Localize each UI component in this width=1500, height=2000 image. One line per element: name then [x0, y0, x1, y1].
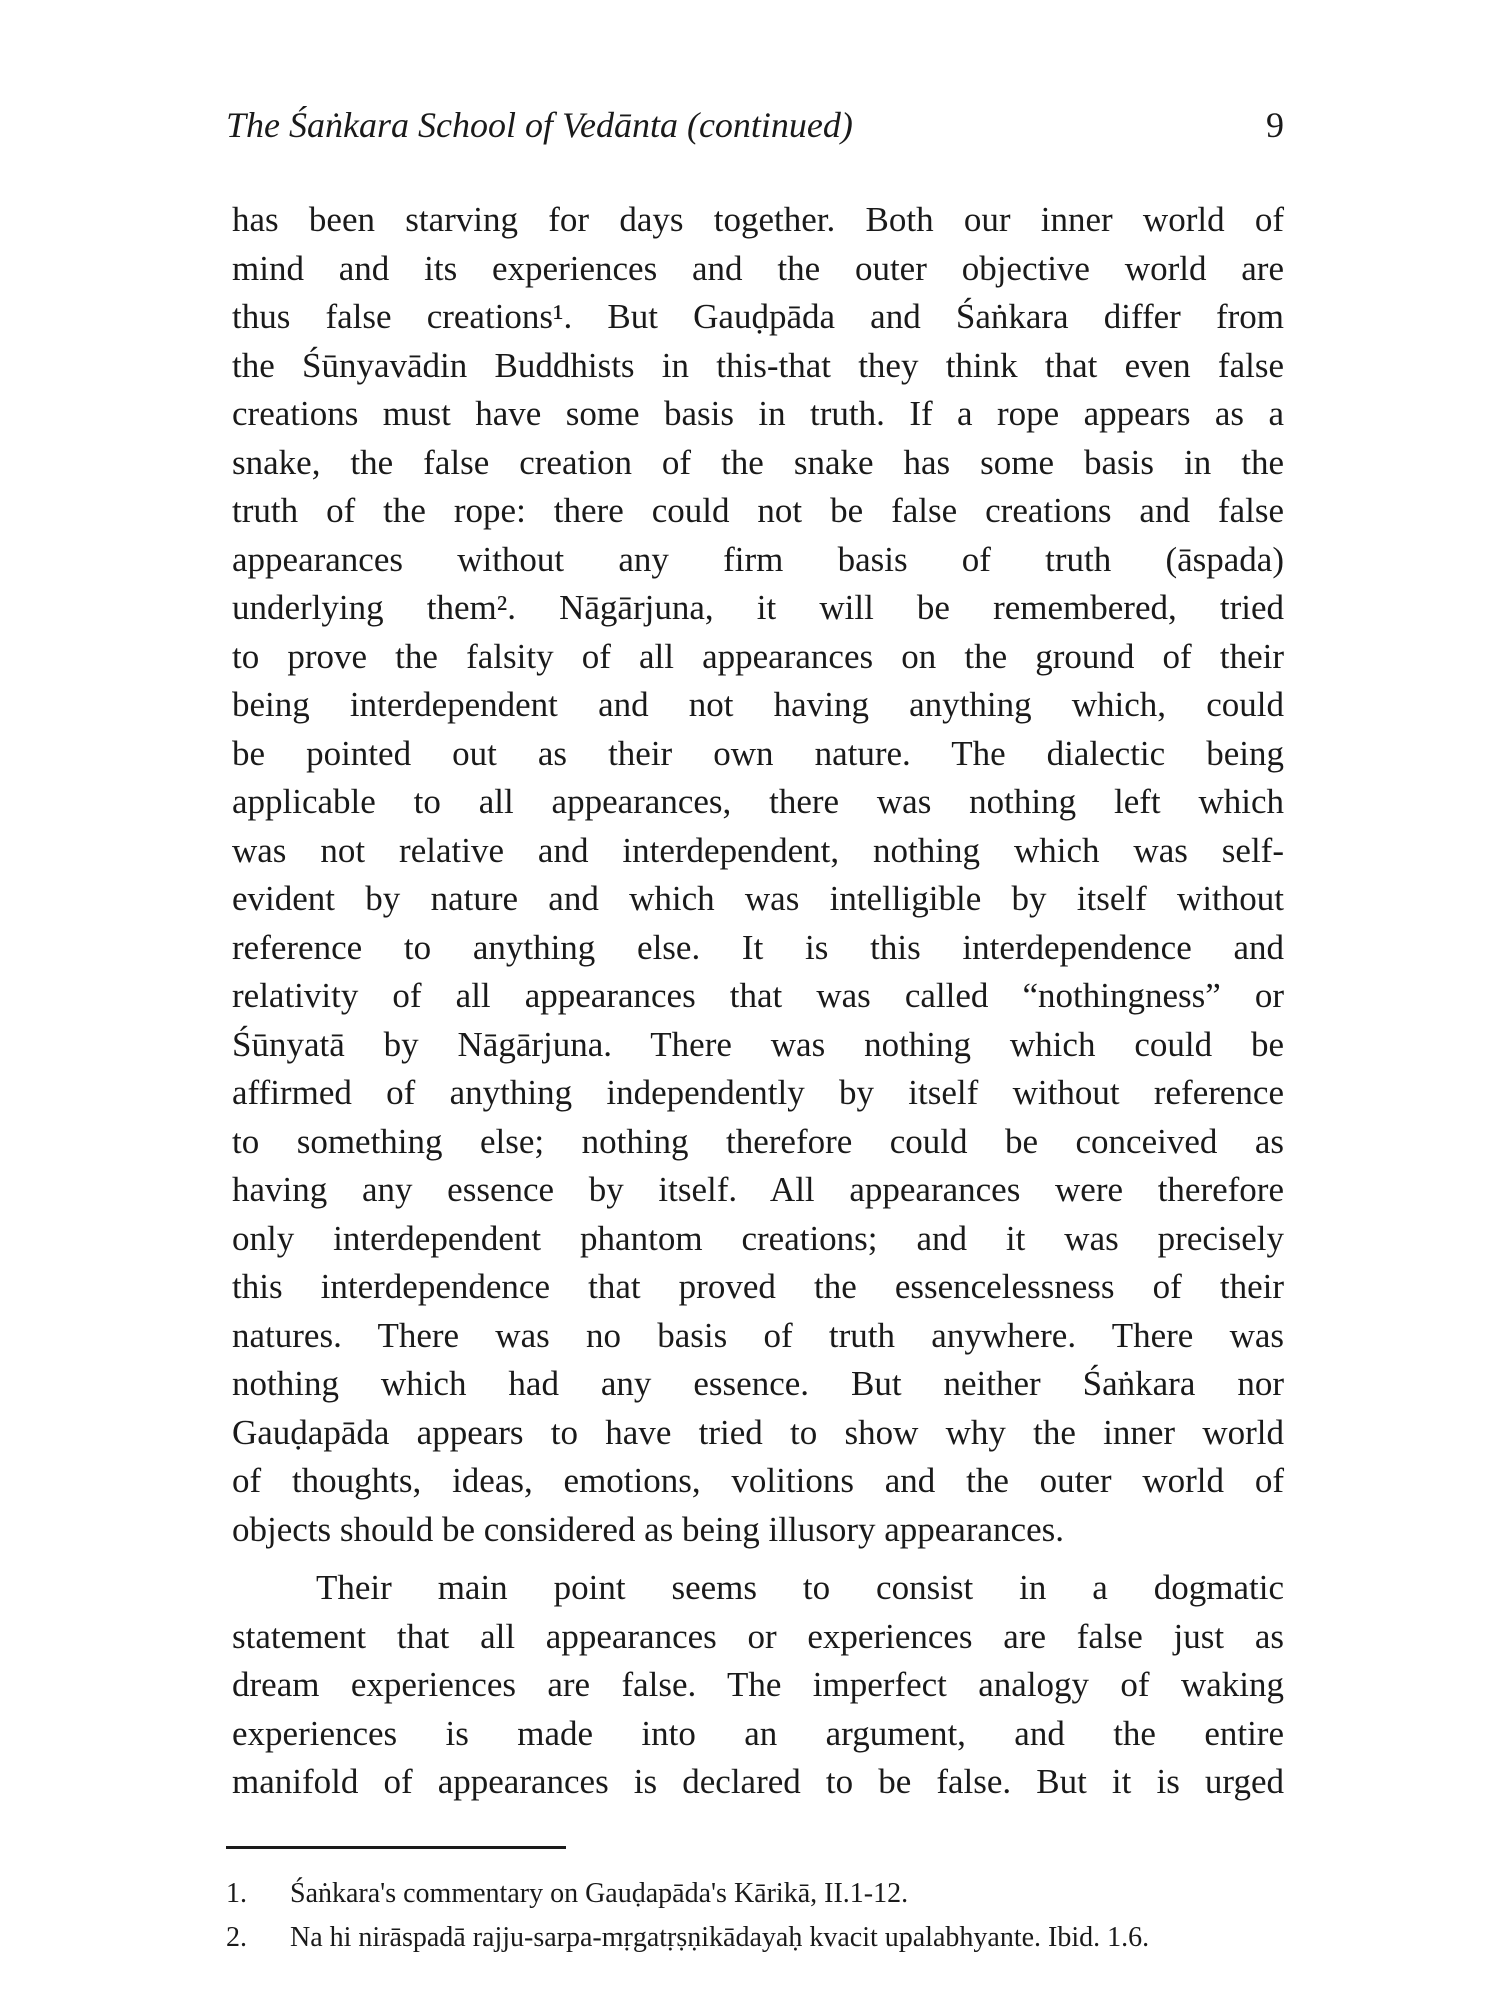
footnote-text: Na hi nirāspadā rajju-sarpa-mṛgatṛṣṇikādayaḥ kvacit upalabhyante. Ibid. 1.6.	[290, 1922, 1150, 1953]
text-line: underlying them². Nāgārjuna, it will be remembered, tried	[232, 588, 1284, 627]
text-line: to prove the falsity of all appearances on the ground of their	[232, 636, 1284, 676]
text-line: this interdependence that proved the essencelessness of their	[232, 1267, 1284, 1306]
body-text	[232, 196, 1284, 1807]
text-line: has been starving for days together. Both our inner world of	[232, 200, 1284, 239]
page-header	[226, 100, 1284, 150]
footnote	[226, 1916, 1284, 1960]
footnote-text: Śaṅkara's commentary on Gauḍapāda's Kārikā, II.1-12.	[290, 1878, 909, 1909]
text-line: appearances without any firm basis of truth (āspada)	[232, 539, 1284, 579]
footnote	[226, 1872, 1284, 1916]
text-line: Gauḍapāda appears to have tried to show why the inner world	[232, 1412, 1284, 1452]
footnote-divider	[226, 1846, 566, 1849]
text-line: evident by nature and which was intelligible by itself without	[232, 879, 1284, 918]
text-line: only interdependent phantom creations; and it was precisely	[232, 1218, 1284, 1258]
footnote-number: 2.	[226, 1922, 247, 1953]
text-line: nothing which had any essence. But neither Śaṅkara nor	[232, 1364, 1284, 1403]
footnotes	[226, 1872, 1284, 1960]
page-number: 9	[1266, 105, 1284, 145]
text-line: of thoughts, ideas, emotions, volitions and the outer world of	[232, 1461, 1284, 1500]
text-line: being interdependent and not having anything which, could	[232, 685, 1284, 724]
text-line: objects should be considered as being illusory appearances.	[232, 1509, 1064, 1549]
text-line: dream experiences are false. The imperfect analogy of waking	[232, 1665, 1284, 1704]
text-line: Śūnyatā by Nāgārjuna. There was nothing which could be	[232, 1024, 1284, 1064]
text-line: relativity of all appearances that was called “nothingness” or	[232, 976, 1284, 1015]
text-line: manifold of appearances is declared to be false. But it is urged	[232, 1762, 1284, 1801]
text-line: thus false creations¹. But Gauḍpāda and Śaṅkara differ from	[232, 297, 1284, 336]
text-line: natures. There was no basis of truth anywhere. There was	[232, 1315, 1284, 1355]
text-line: creations must have some basis in truth. If a rope appears as a	[232, 394, 1284, 433]
text-line: reference to anything else. It is this interdependence and	[232, 927, 1284, 967]
text-line: snake, the false creation of the snake has some basis in the	[232, 442, 1284, 482]
text-line: applicable to all appearances, there was nothing left which	[232, 782, 1284, 821]
footnote-number: 1.	[226, 1878, 247, 1909]
text-line: affirmed of anything independently by itself without reference	[232, 1073, 1284, 1112]
text-line: be pointed out as their own nature. The dialectic being	[232, 733, 1284, 773]
text-line: having any essence by itself. All appearances were therefore	[232, 1170, 1284, 1209]
text-line: truth of the rope: there could not be false creations and false	[232, 491, 1284, 530]
text-line: to something else; nothing therefore could be conceived as	[232, 1121, 1284, 1161]
text-line: mind and its experiences and the outer objective world are	[232, 248, 1284, 288]
paragraph-first-line: Their main point seems to consist in a dogmatic	[316, 1568, 1284, 1607]
text-line: statement that all appearances or experiences are false just as	[232, 1616, 1284, 1656]
running-head: The Śaṅkara School of Vedānta (continued)	[226, 105, 853, 145]
text-line: experiences is made into an argument, and the entire	[232, 1713, 1284, 1753]
text-line: the Śūnyavādin Buddhists in this-that they think that even false	[232, 345, 1284, 385]
text-line: was not relative and interdependent, nothing which was self-	[232, 830, 1284, 870]
